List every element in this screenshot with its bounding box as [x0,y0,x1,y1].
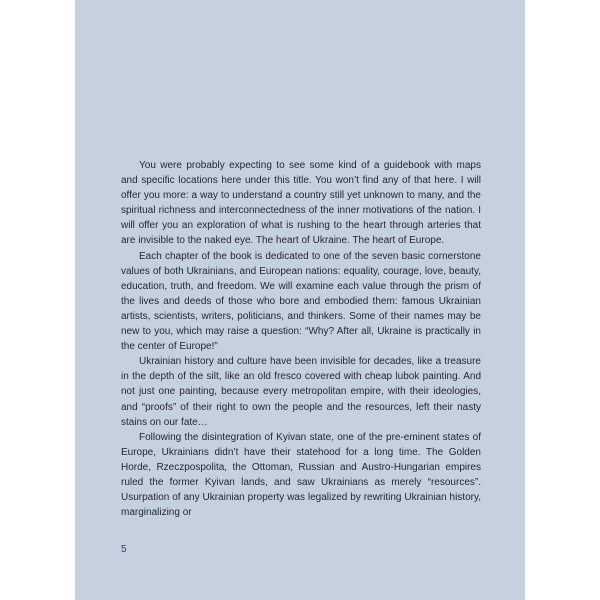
book-page [75,0,525,600]
paragraph-4: Following the disintegration of Kyivan state, one of the pre-eminent states of Europe, Ukrainians didn’t have their statehood for a long time. The Golden Horde, Rzeczpospolita, the Ottoman, Russian and Austro-Hungarian empires ruled the former Kyivan lands, and saw Ukrainians as merely “resources”. Usurpation of any Ukrainian property was legalized by rewriting Ukrainian history, marginalizing or [121,431,481,519]
body-text [121,158,481,520]
page-number: 5 [121,544,127,555]
paragraph-2: Each chapter of the book is dedicated to one of the seven basic cornerstone values of both Ukrainians, and European nations: equality, courage, love, beauty, education, truth, and freedom. We will examine each value through the prism of the lives and deeds of those who bore and embodied them: famous Ukrainian artists, scientists, writers, politicians, and thinkers. Some of their names may be new to you, which may raise a question: “Why? After all, Ukraine is practically in the center of Europe!” [121,250,481,353]
paragraph-3: Ukrainian history and culture have been invisible for decades, like a treasure in the depth of the silt, like an old fresco covered with cheap lubok painting. And not just one painting, because every metropolitan empire, with their ideologies, and “proofs” of their right to own the people and the resources, left their nasty stains on our fate… [121,356,481,428]
paragraph-1: You were probably expecting to see some kind of a guidebook with maps and specific locations here under this title. You won’t find any of that here. I will offer you more: a way to understand a country still yet unknown to many, and the spiritual richness and interconnectedness of the inner motivations of the nation. I will offer you an exploration of what is rushing to the heart through arteries that are invisible to the naked eye. The heart of Ukraine. The heart of Europe. [121,160,481,247]
